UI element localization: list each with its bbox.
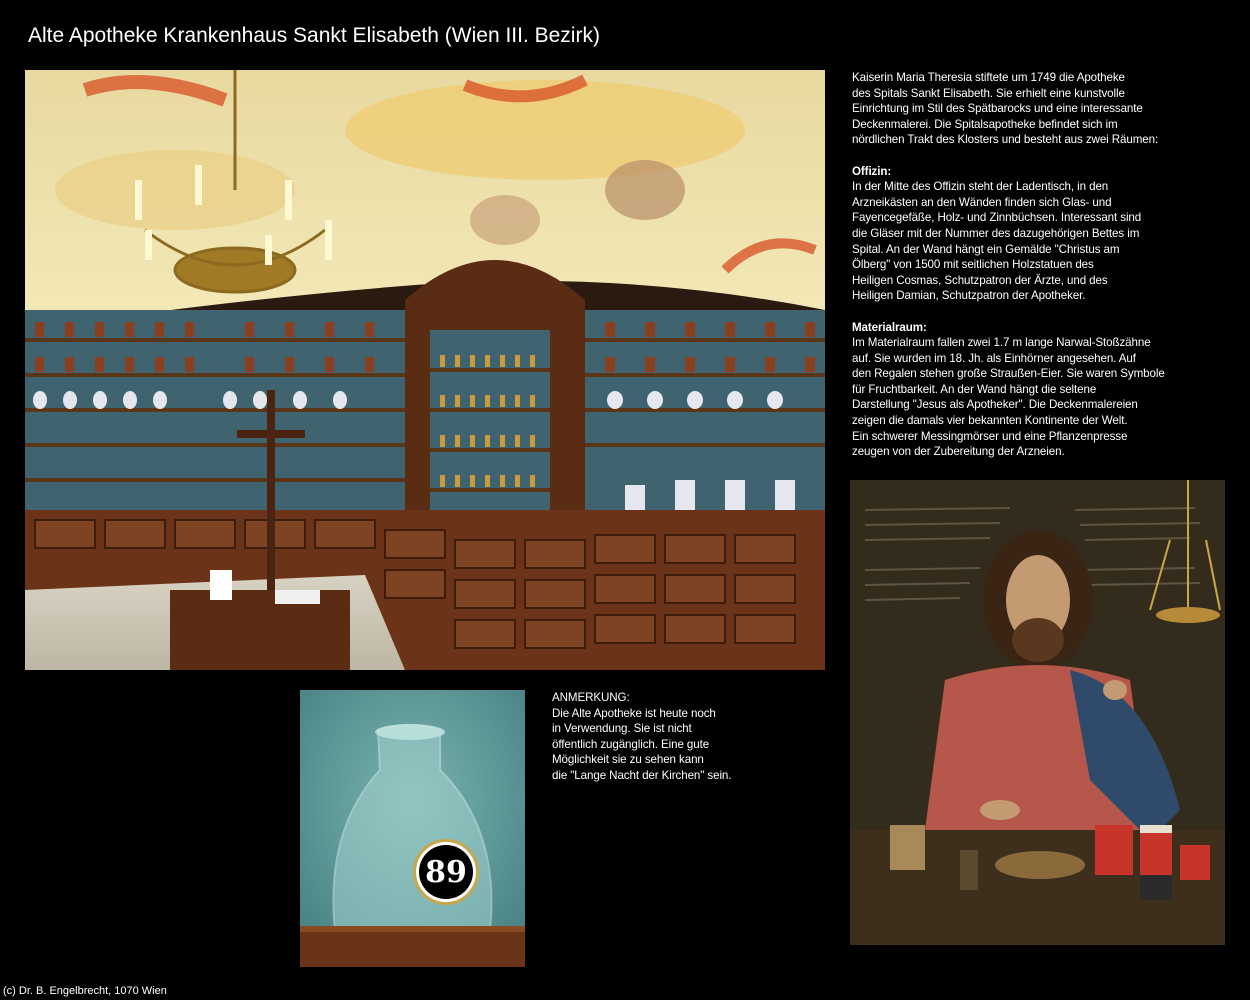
- bottle-photo: [300, 690, 525, 967]
- offizin-line: Heiligen Cosmas, Schutzpatron der Ärzte, und des: [852, 273, 1108, 287]
- intro-line: des Spitals Sankt Elisabeth. Sie erhielt eine kunstvolle: [852, 86, 1125, 100]
- offizin-heading: Offizin:: [852, 164, 892, 178]
- intro-line: Deckenmalerei. Die Spitalsapotheke befindet sich im: [852, 117, 1118, 131]
- intro-line: Einrichtung im Stil des Spätbarocks und eine interessante: [852, 102, 1143, 116]
- note-line: Die Alte Apotheke ist heute noch: [552, 706, 716, 720]
- materialraum-line: für Fruchtbarkeit. An der Wand hängt die seltene: [852, 382, 1097, 396]
- bottle-number-label: [413, 839, 479, 905]
- offizin-line: die Gläser mit der Nummer des dazugehörigen Bettes im: [852, 226, 1140, 240]
- intro-line: Kaiserin Maria Theresia stiftete um 1749 die Apotheke: [852, 71, 1125, 84]
- jesus-apothecary-painting-photo: [850, 480, 1225, 945]
- materialraum-line: den Regalen stehen große Straußen-Eier. Sie waren Symbole: [852, 367, 1165, 381]
- offizin-line: Spital. An der Wand hängt ein Gemälde "Christus am: [852, 242, 1120, 256]
- note-text: [552, 690, 782, 784]
- info-text: [852, 70, 1242, 460]
- bottle-number: 89: [425, 854, 467, 890]
- note-line: öffentlich zugänglich. Eine gute: [552, 737, 710, 751]
- offizin-line: Ölberg" von 1500 mit seitlichen Holzstatuen des: [852, 258, 1094, 272]
- materialraum-line: zeigen die damals vier bekannten Kontinente der Welt.: [852, 414, 1128, 428]
- pharmacy-interior-photo: [25, 70, 825, 670]
- materialraum-line: Darstellung "Jesus als Apotheker". Die Deckenmalereien: [852, 398, 1138, 412]
- copyright-footer: (c) Dr. B. Engelbrecht, 1070 Wien: [3, 985, 167, 997]
- intro-line: nördlichen Trakt des Klosters und besteht aus zwei Räumen:: [852, 133, 1159, 147]
- materialraum-heading: Materialraum:: [852, 320, 927, 334]
- materialraum-line: Im Materialraum fallen zwei 1.7 m lange Narwal-Stoßzähne: [852, 336, 1151, 350]
- offizin-line: Arzneikästen an den Wänden finden sich Glas- und: [852, 195, 1112, 209]
- page-title: Alte Apotheke Krankenhaus Sankt Elisabeth (Wien III. Bezirk): [28, 24, 600, 47]
- materialraum-line: Ein schwerer Messingmörser und eine Pflanzenpresse: [852, 429, 1128, 443]
- materialraum-line: auf. Sie wurden im 18. Jh. als Einhörner angesehen. Auf: [852, 351, 1136, 365]
- note-line: ANMERKUNG:: [552, 691, 630, 704]
- note-line: Möglichkeit sie zu sehen kann: [552, 753, 704, 767]
- offizin-line: In der Mitte des Offizin steht der Ladentisch, in den: [852, 180, 1109, 194]
- note-line: die "Lange Nacht der Kirchen" sein.: [552, 768, 732, 782]
- note-line: in Verwendung. Sie ist nicht: [552, 722, 692, 736]
- offizin-line: Fayencegefäße, Holz- und Zinnbüchsen. Interessant sind: [852, 211, 1142, 225]
- materialraum-line: zeugen von der Zubereitung der Arzneien.: [852, 445, 1065, 459]
- offizin-line: Heiligen Damian, Schutzpatron der Apotheker.: [852, 289, 1086, 303]
